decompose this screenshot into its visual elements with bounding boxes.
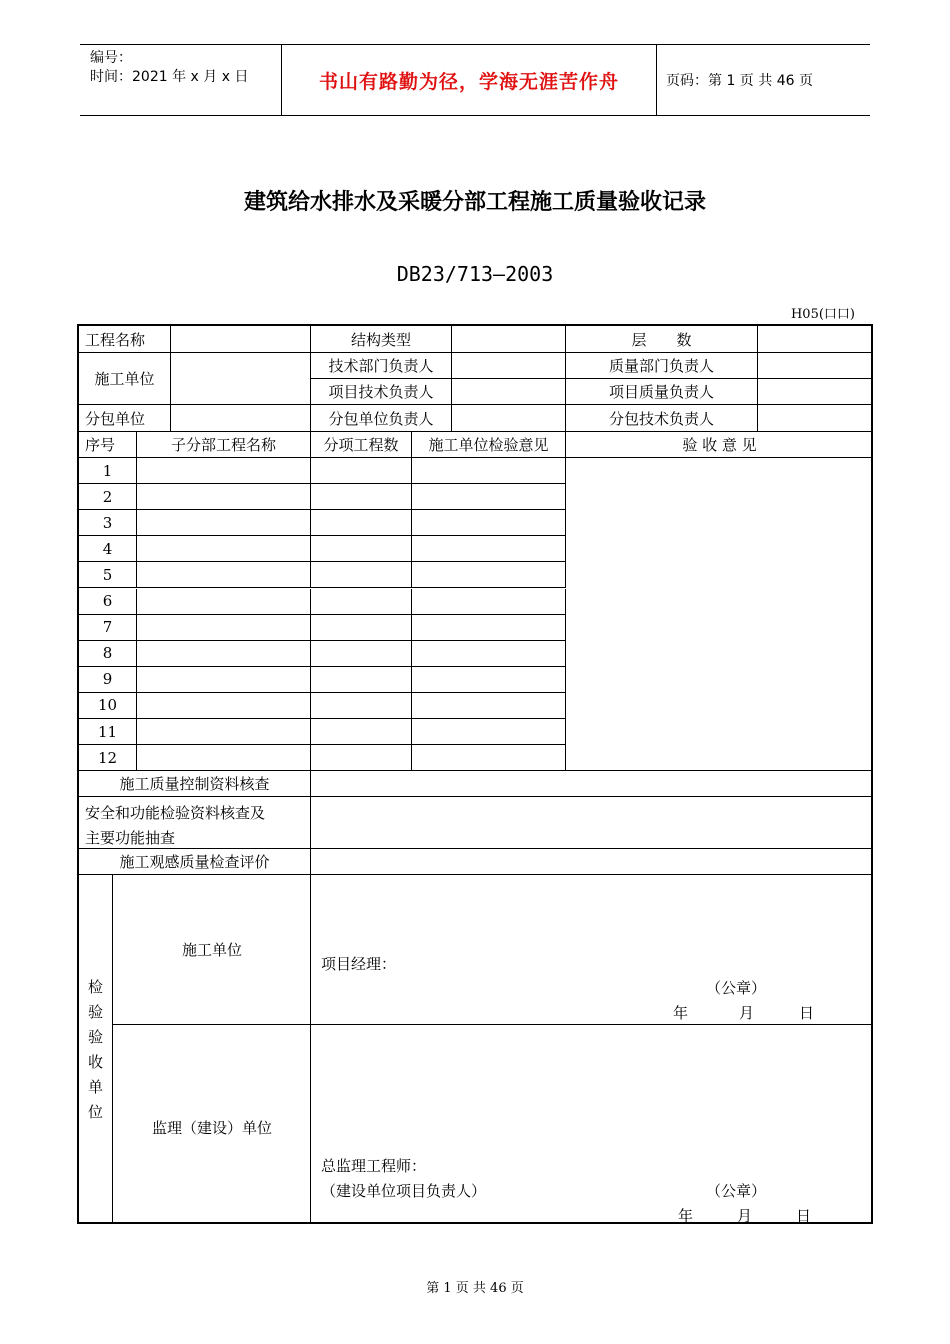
row-unit-opinion-field[interactable] xyxy=(412,615,566,641)
structure-type-label: 结构类型 xyxy=(311,326,452,353)
form-number: H05(口口) xyxy=(790,307,855,322)
col-header-acceptance: 验 收 意 见 xyxy=(566,432,873,458)
row-number: 10 xyxy=(79,693,137,719)
project-tech-head-field[interactable] xyxy=(452,379,566,405)
vertical-char: 检 xyxy=(87,977,103,996)
document-time: 时间：2021 年 x 月 x 日 xyxy=(90,69,249,85)
acceptance-opinion-field[interactable] xyxy=(566,458,873,771)
page-header xyxy=(80,44,870,116)
appearance-check-field[interactable] xyxy=(311,849,873,875)
row-item-count-field[interactable] xyxy=(311,562,412,588)
safety-function-check-label xyxy=(79,797,311,849)
vertical-char: 单 xyxy=(87,1077,103,1096)
vertical-char: 位 xyxy=(87,1102,103,1121)
row-number: 5 xyxy=(79,562,137,588)
row-sub-name-field[interactable] xyxy=(137,719,311,745)
document-title: 建筑给水排水及采暖分部工程施工质量验收记录 xyxy=(243,190,706,215)
quality-dept-head-label: 质量部门负责人 xyxy=(566,353,758,379)
row-item-count-field[interactable] xyxy=(311,536,412,562)
row-number: 9 xyxy=(79,667,137,693)
row-unit-opinion-field[interactable] xyxy=(412,589,566,615)
subcontract-unit-field[interactable] xyxy=(171,405,311,432)
header-meta xyxy=(90,49,248,87)
project-quality-head-label: 项目质量负责人 xyxy=(566,379,758,405)
row-sub-name-field[interactable] xyxy=(137,510,311,536)
project-quality-head-field[interactable] xyxy=(758,379,873,405)
row-item-count-field[interactable] xyxy=(311,458,412,484)
subcontract-unit-label: 分包单位 xyxy=(79,405,171,432)
row-unit-opinion-field[interactable] xyxy=(412,484,566,510)
row-unit-opinion-field[interactable] xyxy=(412,510,566,536)
row-unit-opinion-field[interactable] xyxy=(412,667,566,693)
vertical-char: 验 xyxy=(87,1027,103,1046)
construction-unit-label: 施工单位 xyxy=(79,353,171,405)
construction-month-label: 月 xyxy=(739,1004,755,1022)
row-unit-opinion-field[interactable] xyxy=(412,693,566,719)
supervision-month-label: 月 xyxy=(737,1207,753,1225)
header-page-info: 页码：第 1 页 共 46 页 xyxy=(666,73,813,89)
project-name-label: 工程名称 xyxy=(79,326,171,353)
safety-function-check-field[interactable] xyxy=(311,797,873,849)
col-header-sub-name: 子分部工程名称 xyxy=(137,432,311,458)
header-motto: 书山有路勤为径，学海无涯苦作舟 xyxy=(318,70,619,93)
row-unit-opinion-field[interactable] xyxy=(412,745,566,771)
row-sub-name-field[interactable] xyxy=(137,536,311,562)
supervision-unit-sign-area[interactable] xyxy=(311,1025,873,1224)
header-divider xyxy=(656,45,657,115)
page-footer: 第 1 页 共 46 页 xyxy=(426,1281,524,1296)
row-number: 2 xyxy=(79,484,137,510)
row-unit-opinion-field[interactable] xyxy=(412,562,566,588)
quality-control-check-field[interactable] xyxy=(311,771,873,797)
vertical-char: 验 xyxy=(87,1002,103,1021)
row-number: 11 xyxy=(79,719,137,745)
row-sub-name-field[interactable] xyxy=(137,589,311,615)
row-item-count-field[interactable] xyxy=(311,510,412,536)
construction-unit-sign-label xyxy=(113,875,311,1025)
tech-dept-head-label: 技术部门负责人 xyxy=(311,353,452,379)
safety-check-line2: 主要功能抽查 xyxy=(85,829,176,847)
inspection-units-label xyxy=(79,875,113,1224)
acceptance-form-table xyxy=(77,324,873,1224)
row-item-count-field[interactable] xyxy=(311,589,412,615)
row-sub-name-field[interactable] xyxy=(137,745,311,771)
owner-project-head-label: （建设单位项目负责人） xyxy=(321,1182,487,1200)
subcontract-tech-head-label: 分包技术负责人 xyxy=(566,405,758,432)
floors-label: 层 数 xyxy=(566,326,758,353)
row-sub-name-field[interactable] xyxy=(137,693,311,719)
col-header-item-count: 分项工程数 xyxy=(311,432,412,458)
row-sub-name-field[interactable] xyxy=(137,484,311,510)
subcontract-tech-head-field[interactable] xyxy=(758,405,873,432)
row-number: 12 xyxy=(79,745,137,771)
construction-year-label: 年 xyxy=(673,1004,689,1022)
construction-unit-sign-text: 施工单位 xyxy=(181,941,242,959)
row-sub-name-field[interactable] xyxy=(137,615,311,641)
row-item-count-field[interactable] xyxy=(311,719,412,745)
subcontract-unit-head-label: 分包单位负责人 xyxy=(311,405,452,432)
row-sub-name-field[interactable] xyxy=(137,562,311,588)
row-unit-opinion-field[interactable] xyxy=(412,458,566,484)
row-number: 7 xyxy=(79,615,137,641)
row-item-count-field[interactable] xyxy=(311,484,412,510)
row-unit-opinion-field[interactable] xyxy=(412,641,566,667)
row-sub-name-field[interactable] xyxy=(137,667,311,693)
row-unit-opinion-field[interactable] xyxy=(412,719,566,745)
col-header-no: 序号 xyxy=(79,432,137,458)
floors-field[interactable] xyxy=(758,326,873,353)
supervision-year-label: 年 xyxy=(678,1207,694,1225)
row-item-count-field[interactable] xyxy=(311,667,412,693)
col-header-unit-opinion: 施工单位检验意见 xyxy=(412,432,566,458)
row-number: 1 xyxy=(79,458,137,484)
standard-code: DB23/713—2003 xyxy=(396,262,554,286)
document-number-label: 编号： xyxy=(90,50,132,66)
supervision-unit-sign-label xyxy=(113,1025,311,1224)
row-item-count-field[interactable] xyxy=(311,615,412,641)
project-tech-head-label: 项目技术负责人 xyxy=(311,379,452,405)
safety-check-line1: 安全和功能检验资料核查及 xyxy=(85,804,266,822)
vertical-char: 收 xyxy=(87,1052,103,1071)
tech-dept-head-field[interactable] xyxy=(452,353,566,379)
project-manager-label: 项目经理： xyxy=(321,955,397,973)
structure-type-field[interactable] xyxy=(452,326,566,353)
row-item-count-field[interactable] xyxy=(311,745,412,771)
construction-unit-field[interactable] xyxy=(171,353,311,405)
row-number: 8 xyxy=(79,641,137,667)
supervision-day-label: 日 xyxy=(796,1207,812,1225)
subcontract-unit-head-field[interactable] xyxy=(452,405,566,432)
supervision-seal-label: （公章） xyxy=(706,1182,767,1200)
appearance-check-label: 施工观感质量检查评价 xyxy=(79,849,311,875)
row-unit-opinion-field[interactable] xyxy=(412,536,566,562)
supervision-unit-sign-text: 监理（建设）单位 xyxy=(151,1119,272,1137)
project-name-field[interactable] xyxy=(171,326,311,353)
row-sub-name-field[interactable] xyxy=(137,641,311,667)
construction-day-label: 日 xyxy=(799,1004,815,1022)
quality-dept-head-field[interactable] xyxy=(758,353,873,379)
construction-unit-sign-area[interactable] xyxy=(311,875,873,1025)
chief-supervisor-label: 总监理工程师： xyxy=(321,1157,427,1175)
row-item-count-field[interactable] xyxy=(311,641,412,667)
row-number: 4 xyxy=(79,536,137,562)
construction-seal-label: （公章） xyxy=(706,979,767,997)
quality-control-check-label: 施工质量控制资料核查 xyxy=(79,771,311,797)
row-number: 6 xyxy=(79,589,137,615)
row-item-count-field[interactable] xyxy=(311,693,412,719)
row-sub-name-field[interactable] xyxy=(137,458,311,484)
row-number: 3 xyxy=(79,510,137,536)
